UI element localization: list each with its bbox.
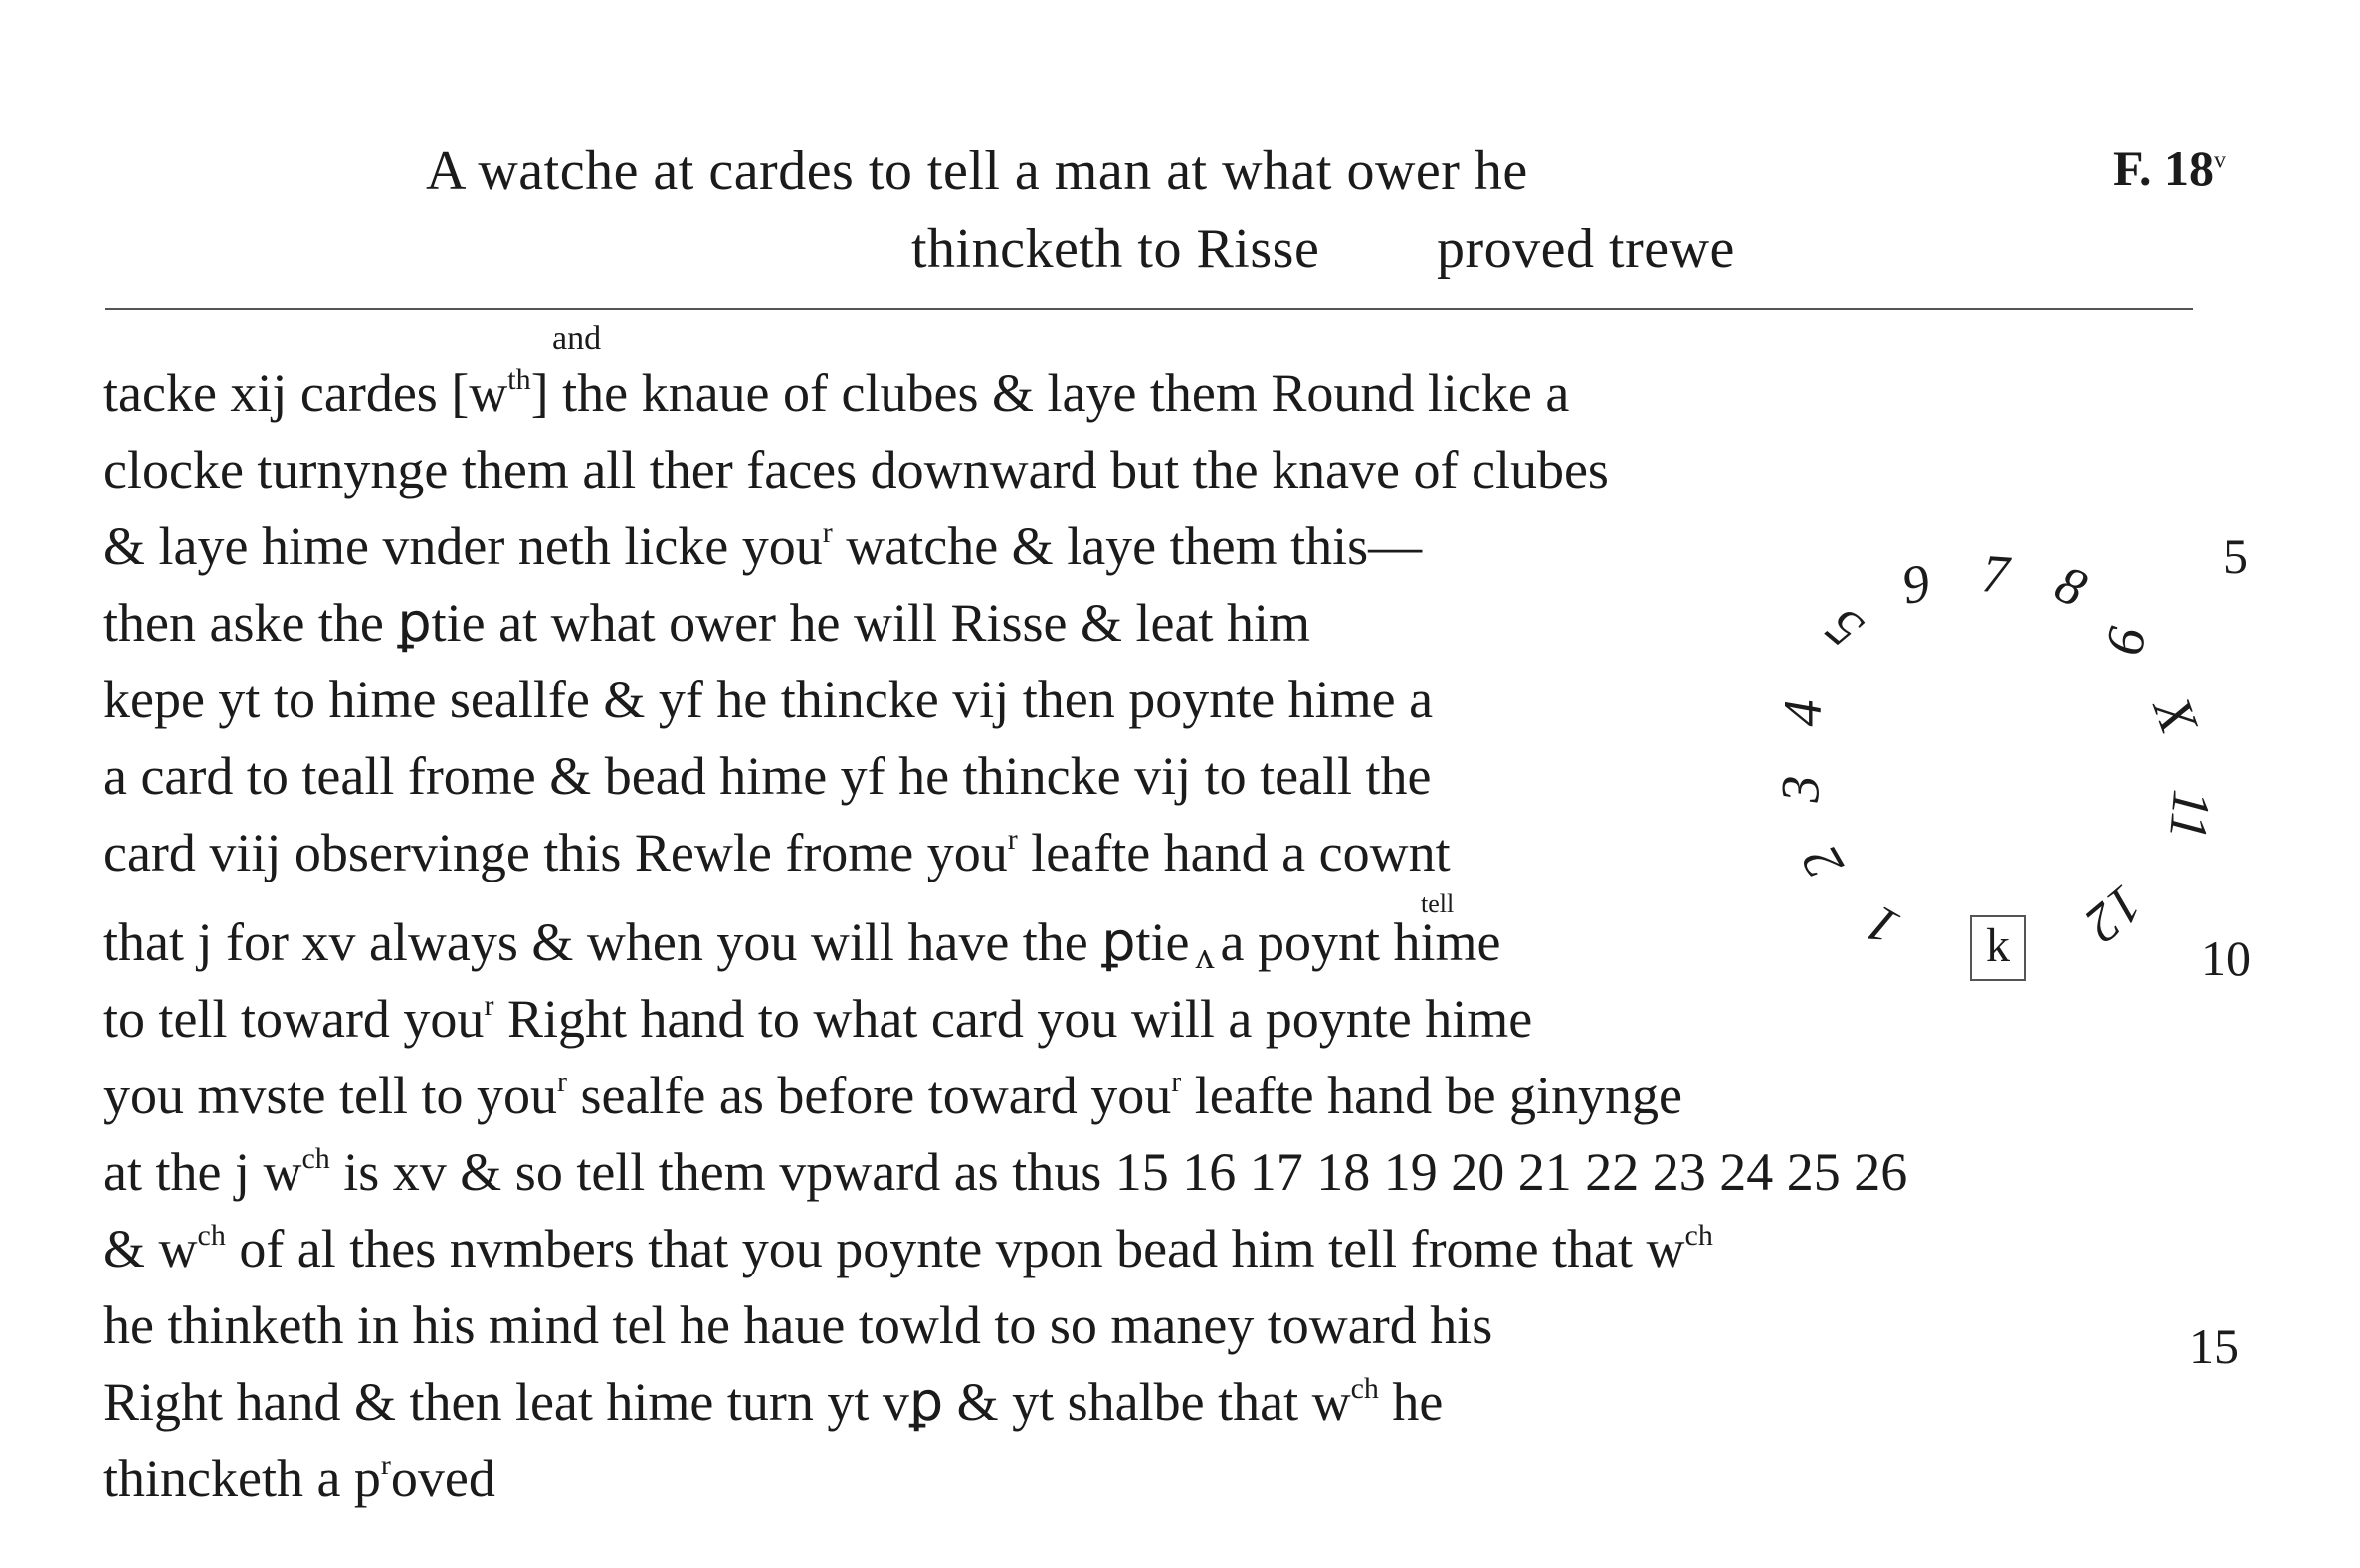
insertion-caret: ʌ — [1195, 935, 1215, 977]
margin-line-number-5: 5 — [2223, 528, 2248, 584]
text-line-1-part-a: tacke xij cardes [w — [103, 363, 508, 423]
text-line-3-part-a: & laye hime vnder neth licke you — [103, 516, 823, 576]
text-line-1 — [103, 363, 1570, 423]
clock-numeral: 5 — [1814, 596, 1874, 660]
text-line-3 — [103, 516, 1423, 576]
text-line-9-part-b: Right hand to what card you will a poynte hime — [493, 989, 1533, 1049]
clock-numeral: 9 — [1896, 552, 1935, 616]
text-line-13 — [103, 1295, 1493, 1355]
text-line-15-part-a: thincketh a p — [103, 1449, 381, 1508]
folio-verso-mark: v — [2213, 147, 2226, 174]
margin-line-number-15: 15 — [2189, 1318, 2239, 1374]
clock-numeral: 12 — [2074, 874, 2154, 955]
text-line-9-part-a: to tell toward you — [103, 989, 485, 1049]
text-line-9-sup: r — [484, 989, 494, 1022]
heading-line-2: thincketh to Risse — [911, 218, 1320, 280]
text-line-3-sup: r — [822, 516, 833, 549]
clock-numeral: X — [2141, 689, 2210, 741]
clock-numeral: 8 — [2046, 553, 2096, 619]
clock-numeral: 4 — [1772, 699, 1833, 727]
text-line-12-sup-2: ch — [1684, 1219, 1713, 1252]
interlinear-insert-and: and — [552, 320, 602, 357]
clock-numeral: 2 — [1789, 836, 1856, 889]
text-line-5-part-a: kepe yt to hime seallfe & yf he thincke vij then poynte hime a — [103, 670, 1434, 729]
text-line-2 — [103, 440, 1609, 499]
text-line-1-part-b: ] the knaue of clubes & laye them Round licke a — [530, 363, 1570, 423]
text-line-11-part-a: at the j w — [103, 1142, 302, 1202]
clock-numeral: 9 — [2094, 621, 2159, 659]
text-line-7-part-a: card viij observinge this Rewle frome you — [103, 823, 1008, 882]
text-line-12-part-b: of al thes nvmbers that you poynte vpon bead him tell frome that w — [225, 1219, 1685, 1278]
text-line-7-sup: r — [1007, 823, 1018, 856]
folio-number — [2113, 139, 2226, 197]
text-line-2-part-a: clocke turnynge them all ther faces downward but the knave of clubes — [103, 440, 1609, 499]
interlinear-insert-tell: tell — [1421, 889, 1455, 918]
text-line-7 — [103, 823, 1451, 882]
heading-note: proved trewe — [1437, 218, 1735, 280]
clock-numeral: 3 — [1770, 775, 1831, 803]
text-line-9 — [103, 989, 1533, 1049]
heading-rule — [105, 308, 2193, 310]
text-line-10-part-c: leafte hand be ginynge — [1181, 1066, 1683, 1125]
text-line-3-part-b: watche & laye them this— — [832, 516, 1423, 576]
text-line-12 — [103, 1219, 1713, 1278]
text-line-8 — [103, 912, 1501, 977]
text-line-11-part-b: is xv & so tell them vpward as thus 15 16 17 18 19 20 21 22 23 24 25 26 — [329, 1142, 1908, 1202]
text-line-11-sup: ch — [301, 1142, 330, 1175]
text-line-10-sup: r — [556, 1066, 567, 1098]
text-line-1-sup: th — [507, 363, 531, 396]
text-line-11 — [103, 1142, 1908, 1202]
clock-numeral: 7 — [1979, 543, 2012, 605]
text-line-10-sup-2: r — [1171, 1066, 1182, 1098]
text-line-10 — [103, 1066, 1683, 1125]
text-line-10-part-a: you mvste tell to you — [103, 1066, 557, 1125]
clock-numeral: 11 — [2157, 787, 2223, 843]
text-line-4 — [103, 593, 1310, 653]
text-line-15-sup: r — [380, 1449, 391, 1481]
folio-label: F. 18 — [2113, 140, 2214, 196]
text-line-15 — [103, 1449, 495, 1508]
clock-numeral: 1 — [1855, 893, 1909, 959]
text-line-10-part-b: sealfe as before toward you — [566, 1066, 1172, 1125]
text-line-8-part-a: that j for xv always & when you will have the ꝑtie — [103, 912, 1190, 972]
text-line-14-sup: ch — [1350, 1372, 1379, 1405]
text-line-5 — [103, 670, 1434, 729]
text-line-14 — [103, 1372, 1444, 1432]
margin-line-number-10: 10 — [2201, 930, 2251, 986]
text-line-14-part-a: Right hand & then leat hime turn yt vꝑ & yt shalbe that w — [103, 1372, 1351, 1432]
heading-line-1: A watche at cardes to tell a man at what ower he — [426, 140, 1528, 202]
text-line-6 — [103, 746, 1432, 806]
text-line-7-part-b: leafte hand a cownt — [1017, 823, 1451, 882]
text-line-15-part-b: oved — [390, 1449, 495, 1508]
clock-center-knave: k — [1970, 915, 2026, 981]
text-line-8-part-b: a poynt hime — [1220, 912, 1501, 972]
text-line-6-part-a: a card to teall frome & bead hime yf he thincke vij to teall the — [103, 746, 1432, 806]
text-line-12-part-a: & w — [103, 1219, 198, 1278]
text-line-12-sup: ch — [197, 1219, 226, 1252]
text-line-14-part-b: he — [1378, 1372, 1444, 1432]
text-line-4-part-a: then aske the ꝑtie at what ower he will Risse & leat him — [103, 593, 1310, 653]
text-line-13-part-a: he thinketh in his mind tel he haue towld to so maney toward his — [103, 1295, 1493, 1355]
